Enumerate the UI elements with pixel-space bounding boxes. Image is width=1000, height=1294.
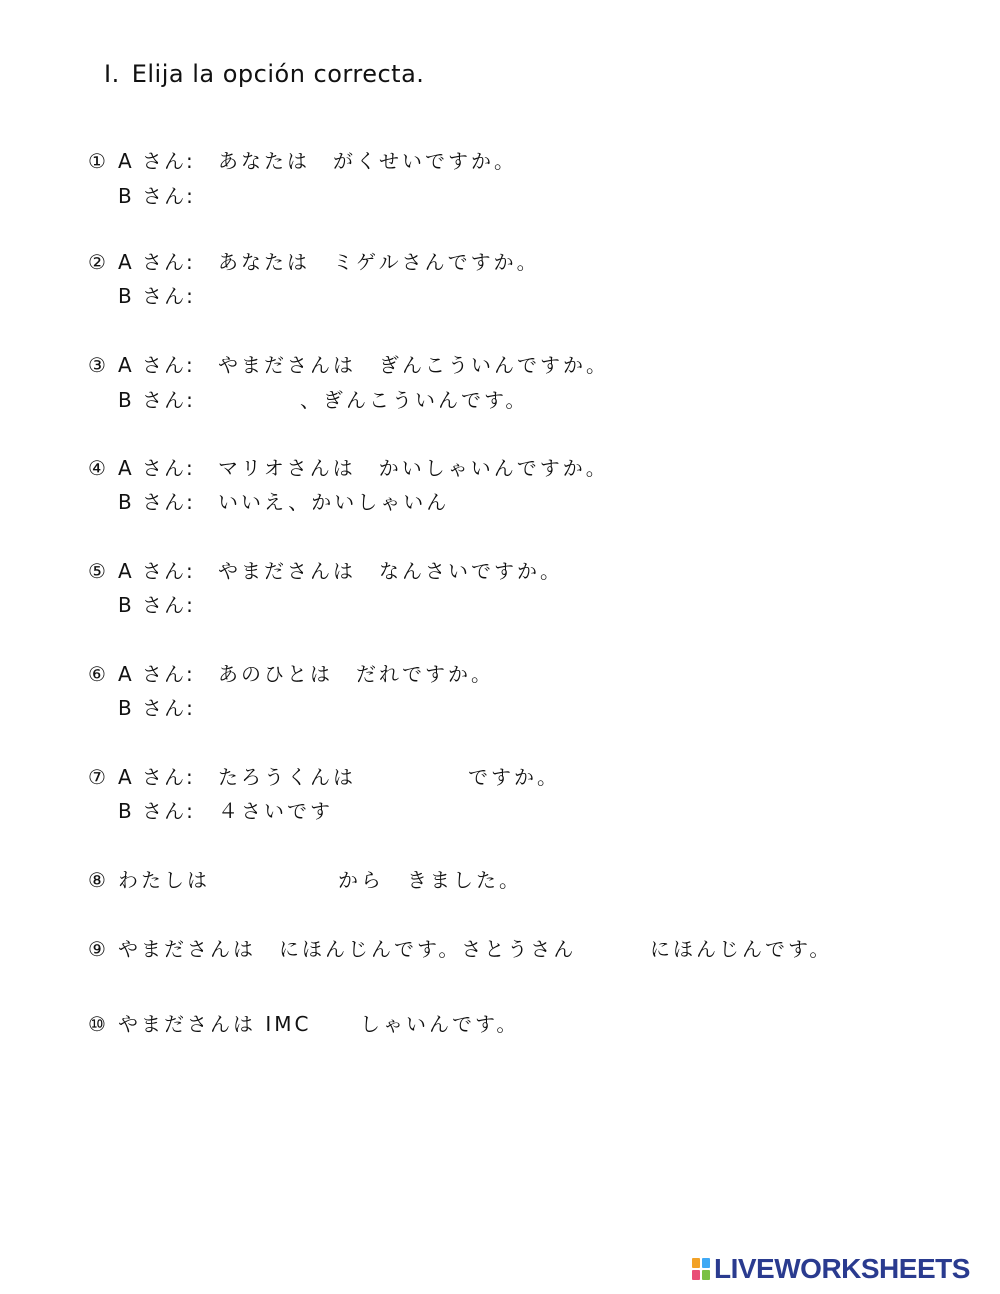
- dialogue-text-end: ですか。: [468, 765, 560, 789]
- answer-text: いいえ、かいしゃいん: [218, 490, 450, 514]
- exercise-number: ⑥: [88, 662, 106, 686]
- exercise-number: ①: [88, 149, 106, 173]
- dialogue-text: あのひとは だれですか。: [218, 662, 494, 686]
- speaker-a: A さん:: [118, 149, 195, 173]
- answer-blank[interactable]: [580, 957, 645, 959]
- speaker-a: A さん:: [118, 456, 195, 480]
- dialogue-text: やまださんは ぎんこういんですか。: [218, 353, 609, 377]
- speaker-b: B さん:: [118, 388, 195, 412]
- exercise-number: ⑤: [88, 559, 106, 583]
- exercise-number: ⑧: [88, 868, 106, 892]
- speaker-a: A さん:: [118, 250, 195, 274]
- answer-blank[interactable]: [213, 888, 333, 890]
- logo-square-4: [702, 1270, 710, 1280]
- instruction-text: Elija la opción correcta.: [131, 60, 425, 88]
- answer-blank[interactable]: [358, 785, 463, 787]
- sentence-part-2: にほんじんです。: [650, 937, 833, 961]
- answer-blank[interactable]: [316, 1032, 356, 1034]
- exercise-heading: [104, 60, 424, 88]
- dialogue-text: たろうくんは: [218, 765, 356, 789]
- speaker-a: A さん:: [118, 559, 195, 583]
- section-number: I.: [104, 60, 120, 88]
- exercise-number: ⑦: [88, 765, 106, 789]
- sentence-part-1: わたしは: [118, 868, 210, 892]
- logo-mark-icon: [692, 1258, 710, 1280]
- sentence-part-2: から きました。: [338, 868, 522, 892]
- sentence-part-2: しゃいんです。: [360, 1012, 520, 1036]
- exercise-number: ③: [88, 353, 106, 377]
- answer-text: 、ぎんこういんです。: [300, 388, 529, 412]
- dialogue-text: やまださんは なんさいですか。: [218, 559, 563, 583]
- logo-text: LIVEWORKSHEETS: [714, 1253, 970, 1284]
- logo-square-2: [702, 1258, 710, 1268]
- exercise-number: ⑨: [88, 937, 106, 961]
- sentence-part-1: やまださんは にほんじんです。さとうさん: [118, 937, 577, 961]
- speaker-b: B さん:: [118, 490, 195, 514]
- sentence-part-1: やまださんは IMC: [118, 1012, 312, 1036]
- logo-square-3: [692, 1270, 700, 1280]
- dialogue-text: あなたは がくせいですか。: [218, 149, 517, 173]
- answer-text: ４さいです: [218, 799, 333, 823]
- speaker-a: A さん:: [118, 353, 195, 377]
- dialogue-text: あなたは ミゲルさんですか。: [218, 250, 540, 274]
- speaker-a: A さん:: [118, 662, 195, 686]
- exercise-number: ⑩: [88, 1012, 106, 1036]
- liveworksheets-logo: [692, 1254, 970, 1284]
- speaker-b: B さん:: [118, 284, 195, 308]
- exercise-number: ④: [88, 456, 106, 480]
- speaker-b: B さん:: [118, 799, 195, 823]
- speaker-b: B さん:: [118, 593, 195, 617]
- speaker-b: B さん:: [118, 184, 195, 208]
- speaker-a: A さん:: [118, 765, 195, 789]
- speaker-b: B さん:: [118, 696, 195, 720]
- answer-blank[interactable]: [218, 408, 298, 410]
- logo-square-1: [692, 1258, 700, 1268]
- exercise-number: ②: [88, 250, 106, 274]
- dialogue-text: マリオさんは かいしゃいんですか。: [218, 456, 609, 480]
